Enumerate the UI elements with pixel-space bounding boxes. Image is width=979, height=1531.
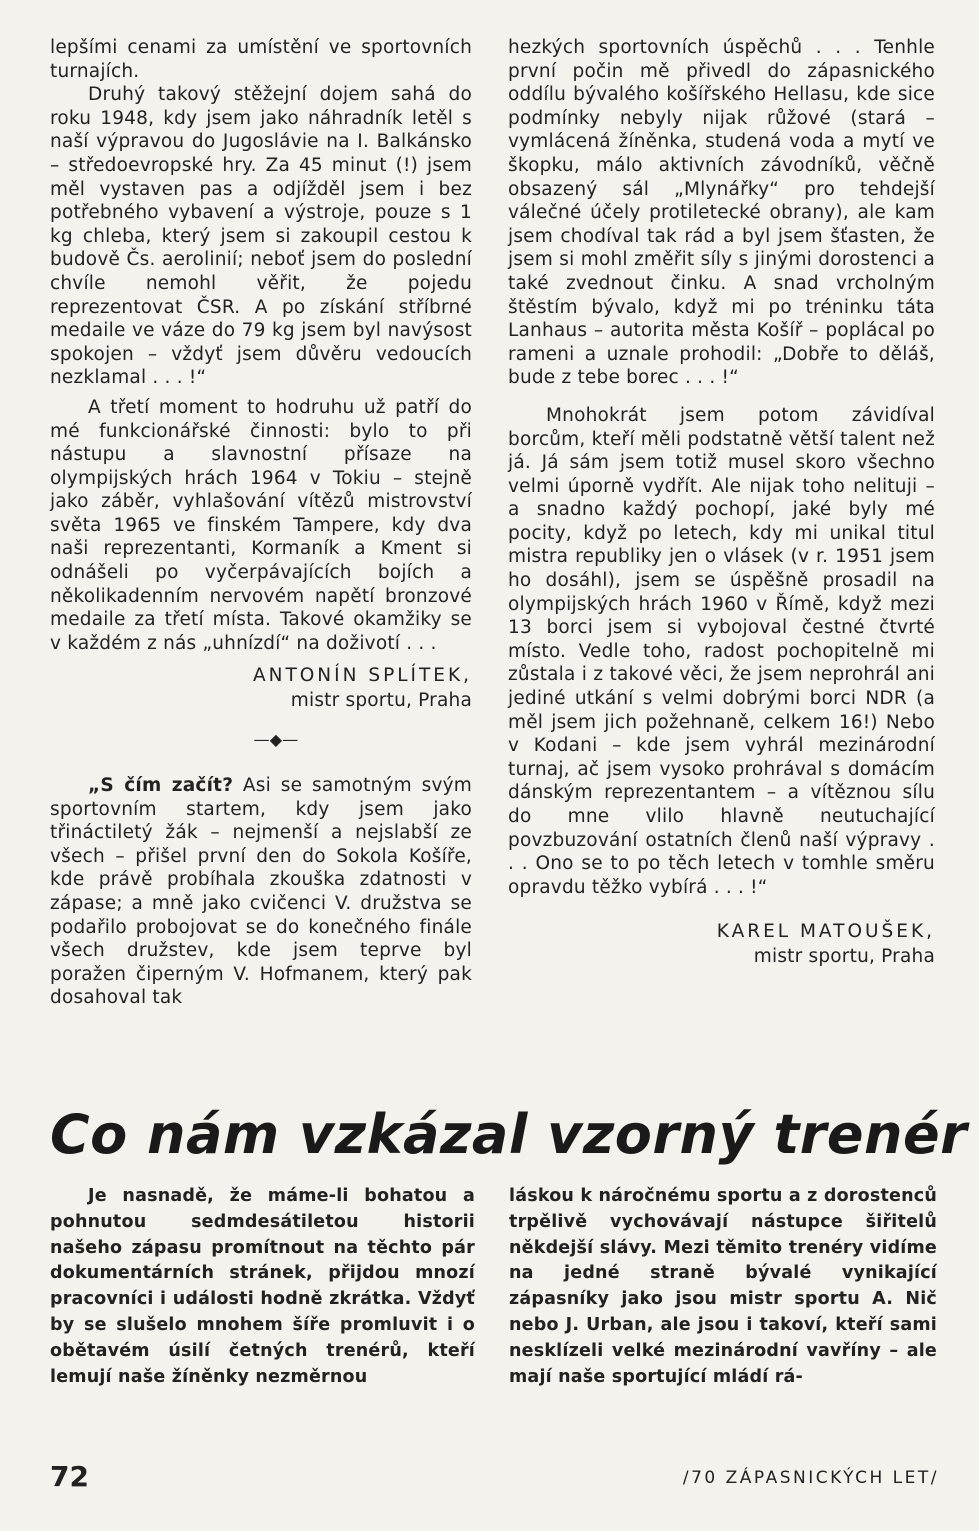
right-column-top <box>508 36 935 968</box>
right-column-bottom <box>509 1184 937 1390</box>
article2-paragraph-2: Mnohokrát jsem potom závidíval borcům, kteří měli podstatně větší talent než já. Já sám jsem totiž musel skoro všechno velmi úporně vydřít. Ale nijak toho nelituji – a snadno každý pochopí, jaké byly mé pocity, když po letech, kdy mi unikal titul mistra republiky jen o vlásek (v r. 1951 jsem ho dosáhl), jsem se úspěšně prosadil na olympijských hrách 1960 v Římě, když mezi 13 borci jsem si vybojoval čestné čtvrté místo. Vedle toho, radost pochopitelně mi zůstala i z takové věci, že jsem neprohrál ani jediné utkání s velmi dobrými borci NDR (a měl jsem jich požehnaně, celkem 16!) Nebo v Kodani – kde jsem vyhrál mezinárodní turnaj, ač jsem vysoko prohrával s domácím dánským reprezentantem – a vítěznou sílu do mne vlilo hlavně neutuchající povzbuzování ostatních členů naší výpravy . . . Ono se to po těch letech v tomhle směru opravdu těžko vybírá . . . !“ <box>508 404 935 898</box>
article1-author-title: mistr sportu, Praha <box>290 690 472 712</box>
article2-text-part-1: Asi se samotným svým sportovním startem, kdy jsem jako třináctiletý žák – nejmenší a nejslabší ze všech – přišel první den do Sokola Košíře, kde právě probíhala zkouška zdatnosti v zápase; a mně jako cvičenci V. družstva se podařilo probojovat se do konečného finále všech družstev, kde jsem teprve byl poražen čiperným V. Hofmanem, který pak dosahoval tak <box>50 775 472 1009</box>
article1-paragraph-1: lepšími cenami za umístění ve sportovních turnajích. <box>50 37 472 82</box>
article2-paragraph-1-start <box>50 774 472 1010</box>
page-number: 72 <box>50 1460 89 1493</box>
left-column-top <box>50 36 472 1010</box>
article2-text-part-2: hezkých sportovních úspěchů . . . Tenhle první počin mě přivedl do zápasnického oddílu bývalého košířského Hellasu, kde sice podmínky nebyly nijak růžové (stará – vymlácená žíněnka, studená voda a mytí ve škopku, málo aktivních závodníků, věčně obsazený sál „Mlynářky“ pro tehdejší válečné účely protiletecké obrany), ale kam jsem chodíval tak rád a byl jsem šťasten, že jsem si mohl změřit síly s jinými dorostenci a také zvednout činku. A snad vrcholným štěstím bývalo, když mi po tréninku táta Lanhaus – autorita města Košíř – poplácal po rameni a uznale prohodil: „Dobře to děláš, bude z tebe borec . . . !“ <box>508 37 935 389</box>
left-column-bottom <box>50 1184 475 1390</box>
article2-paragraph-1-continued <box>508 36 935 390</box>
article2-lead: „S čím začít? <box>88 775 234 797</box>
running-title: /70 ZÁPASNICKÝCH LET/ <box>682 1468 939 1488</box>
article1-paragraph-3: A třetí moment to hodruhu už patří do mé funkcionářské činnosti: bylo to při nástupu a slavnostní přísaze na olympijských hrách 1964 v Tokiu – stejně jako záběr, vyhlašování vítězů mistrovství světa 1965 ve finském Tampere, kdy dva naši reprezentanti, Kormaník a Kment si odnášeli po vyčerpávajících bojích a několikadenním nervovém napětí bronzové medaile za třetí místa. Takové okamžiky se v každém z nás „uhnízdí“ na doživotí . . . <box>50 396 472 654</box>
article2-author-title: mistr sportu, Praha <box>753 946 935 968</box>
article3-text-left: Je nasnadě, že máme-li bohatou a pohnutou sedmdesátiletou historii našeho zápasu promítnout na těchto pár dokumentárních stránek, přijdou mnozí pracovníci i události hodně zkrátka. Vždyť by se slušelo mnohem šíře promluvit i o obětavém úsilí četných trenérů, kteří lemují naše žíněnky nezměrnou <box>50 1186 475 1387</box>
article1-author: ANTONÍN SPLÍTEK, <box>252 665 472 687</box>
article-headline: Co nám vzkázal vzorný trenér <box>50 1103 968 1166</box>
separator-ornament: —◆— <box>253 730 299 750</box>
article2-author: KAREL MATOUŠEK, <box>716 921 935 943</box>
article3-text-right: láskou k náročnému sportu a z dorostenců trpělivě vychovávají nástupce šiřitelů někdejší slávy. Mezi těmito trenéry vidíme na jedné straně bývalé vynikající zápasníky jako jsou mistr sportu A. Nič nebo J. Urban, ale jsou i takoví, kteří sami nesklízeli velké mezinárodní vavříny – ale mají naše sportující mládí rá- <box>509 1186 937 1387</box>
article1-paragraph-2: Druhý takový stěžejní dojem sahá do roku 1948, kdy jsem jako náhradník letěl s naší výpravou do Jugoslávie na I. Balkánsko – středoevropské hry. Za 45 minut (!) jsem měl vystaven pas a odjížděl jsem i bez potřebného vybavení a výstroje, pouze s 1 kg chleba, který jsem si zakoupil cestou k budově Čs. aerolinií; neboť jsem do poslední chvíle nemohl věřit, že pojedu reprezentovat ČSR. A po získání stříbrné medaile ve váze do 79 kg jsem byl navýsost spokojen – vždyť jsem důvěru vedoucích nezklamal . . . !“ <box>50 84 472 389</box>
